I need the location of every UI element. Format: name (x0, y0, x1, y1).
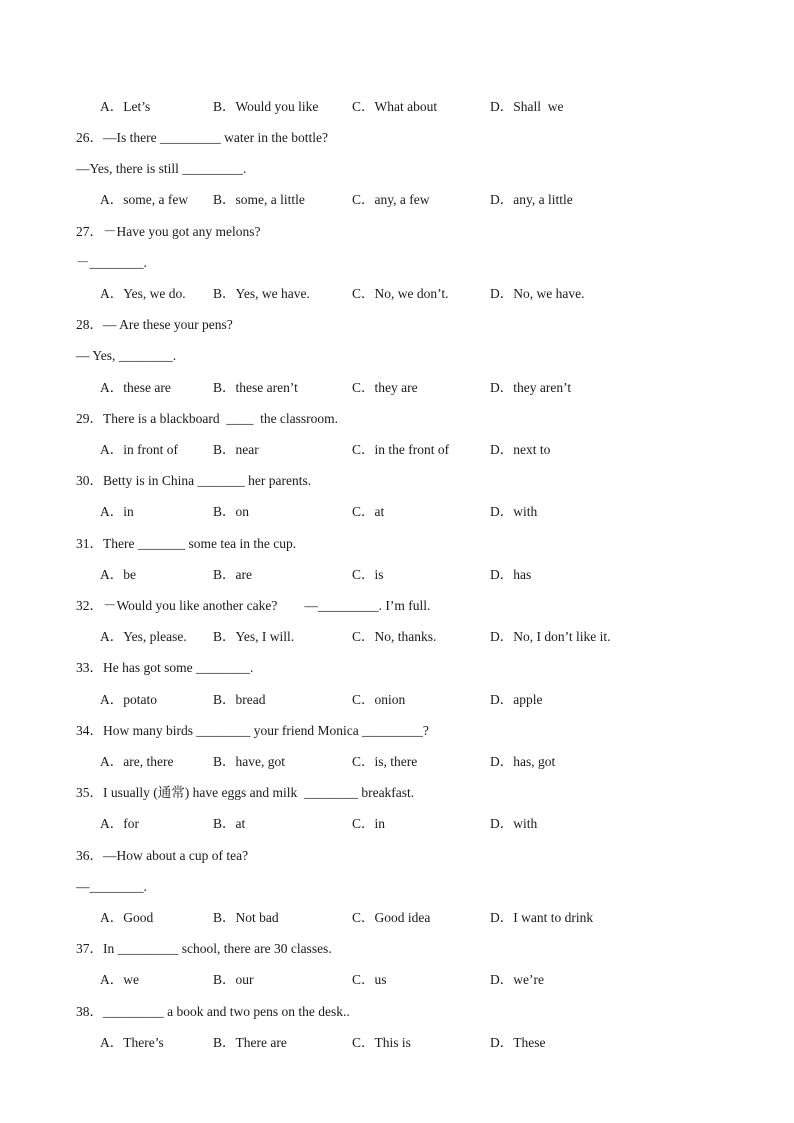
option-d[interactable]: D．No, I don’t like it. (490, 629, 611, 644)
question-stem-line (0, 658, 794, 678)
option-a[interactable]: A．these are (100, 380, 171, 395)
options-row (0, 284, 794, 304)
question-stem: 28．— Are these your pens? (76, 317, 233, 332)
option-d[interactable]: D．with (490, 504, 538, 519)
option-a[interactable]: A．Yes, please. (100, 629, 187, 644)
question-stem: 37．In _________ school, there are 30 classes. (76, 941, 332, 956)
option-c[interactable]: C．in the front of (352, 442, 450, 457)
option-b[interactable]: B．Yes, we have. (213, 286, 310, 301)
question-stem: 32．－Would you like another cake? —_________. I’m full. (76, 598, 431, 613)
options-row (0, 378, 794, 398)
option-b[interactable]: B．are (213, 567, 252, 582)
option-c[interactable]: C．This is (352, 1035, 411, 1050)
option-b[interactable]: B．Would you like (213, 99, 319, 114)
options-row (0, 970, 794, 990)
option-c[interactable]: C．Good idea (352, 910, 431, 925)
option-b[interactable]: B．have, got (213, 754, 285, 769)
question-stem: 33．He has got some ________. (76, 660, 254, 675)
option-a[interactable]: A．we (100, 972, 139, 987)
option-d[interactable]: D．they aren’t (490, 380, 572, 395)
options-row (0, 752, 794, 772)
question-stem-line (0, 471, 794, 491)
option-c[interactable]: C．us (352, 972, 387, 987)
option-c[interactable]: C．What about (352, 99, 438, 114)
option-a[interactable]: A．Yes, we do. (100, 286, 186, 301)
question-stem: 35．I usually (通常) have eggs and milk ________ breakfast. (76, 785, 415, 800)
option-d[interactable]: D．I want to drink (490, 910, 594, 925)
options-row (0, 1033, 794, 1053)
question-stem-line (0, 128, 794, 148)
question-stem-line (0, 315, 794, 335)
options-row (0, 502, 794, 522)
option-c[interactable]: C．No, we don’t. (352, 286, 449, 301)
question-answer-line (0, 253, 794, 273)
question-stem-line (0, 409, 794, 429)
question-stem-line (0, 846, 794, 866)
question-answer-line (0, 877, 794, 897)
question-stem-line (0, 1002, 794, 1022)
options-row (0, 440, 794, 460)
option-d[interactable]: D．any, a little (490, 192, 573, 207)
question-stem: 38．_________ a book and two pens on the desk.. (76, 1004, 350, 1019)
option-a[interactable]: A．some, a few (100, 192, 189, 207)
question-stem-line (0, 939, 794, 959)
question-stem-line (0, 596, 794, 616)
option-b[interactable]: B．Yes, I will. (213, 629, 295, 644)
option-a[interactable]: A．Let’s (100, 99, 151, 114)
option-d[interactable]: D．next to (490, 442, 551, 457)
option-b[interactable]: B．Not bad (213, 910, 279, 925)
option-a[interactable]: A．in (100, 504, 134, 519)
question-stem: 34．How many birds ________ your friend Monica _________? (76, 723, 429, 738)
option-c[interactable]: C．onion (352, 692, 406, 707)
question-stem: 29．There is a blackboard ____ the classroom. (76, 411, 339, 426)
option-b[interactable]: B．these aren’t (213, 380, 298, 395)
option-b[interactable]: B．at (213, 816, 246, 831)
question-stem: 26．—Is there _________ water in the bottle? (76, 130, 328, 145)
options-row (0, 97, 794, 117)
answer-blank-line: —________. (76, 879, 147, 894)
question-stem-line (0, 721, 794, 741)
option-a[interactable]: A．be (100, 567, 136, 582)
question-stem: 30．Betty is in China _______ her parents. (76, 473, 312, 488)
option-a[interactable]: A．potato (100, 692, 157, 707)
option-b[interactable]: B．on (213, 504, 250, 519)
option-d[interactable]: D．has (490, 567, 532, 582)
question-stem-line (0, 534, 794, 554)
option-c[interactable]: C．No, thanks. (352, 629, 437, 644)
option-b[interactable]: B．our (213, 972, 254, 987)
option-a[interactable]: A．There’s (100, 1035, 164, 1050)
option-d[interactable]: D．These (490, 1035, 546, 1050)
option-d[interactable]: D．apple (490, 692, 543, 707)
answer-blank-line: —Yes, there is still _________. (76, 161, 247, 176)
option-a[interactable]: A．for (100, 816, 139, 831)
question-stem-line (0, 222, 794, 242)
option-d[interactable]: D．we’re (490, 972, 544, 987)
question-stem: 27．－Have you got any melons? (76, 224, 261, 239)
question-stem: 31．There _______ some tea in the cup. (76, 536, 297, 551)
option-b[interactable]: B．near (213, 442, 259, 457)
option-d[interactable]: D．Shall we (490, 99, 564, 114)
question-stem-line (0, 783, 794, 803)
option-b[interactable]: B．bread (213, 692, 266, 707)
option-d[interactable]: D．has, got (490, 754, 556, 769)
option-b[interactable]: B．There are (213, 1035, 287, 1050)
options-row (0, 190, 794, 210)
option-c[interactable]: C．is (352, 567, 384, 582)
options-row (0, 565, 794, 585)
question-stem: 36．—How about a cup of tea? (76, 848, 249, 863)
option-b[interactable]: B．some, a little (213, 192, 305, 207)
option-c[interactable]: C．at (352, 504, 385, 519)
option-c[interactable]: C．is, there (352, 754, 418, 769)
options-row (0, 814, 794, 834)
option-d[interactable]: D．with (490, 816, 538, 831)
option-c[interactable]: C．they are (352, 380, 418, 395)
option-a[interactable]: A．in front of (100, 442, 178, 457)
option-a[interactable]: A．are, there (100, 754, 174, 769)
options-row (0, 627, 794, 647)
options-row (0, 908, 794, 928)
question-answer-line (0, 346, 794, 366)
option-a[interactable]: A．Good (100, 910, 154, 925)
option-d[interactable]: D．No, we have. (490, 286, 585, 301)
option-c[interactable]: C．any, a few (352, 192, 430, 207)
option-c[interactable]: C．in (352, 816, 386, 831)
answer-blank-line: — Yes, ________. (76, 348, 177, 363)
question-answer-line (0, 159, 794, 179)
answer-blank-line: －________. (76, 255, 147, 270)
options-row (0, 690, 794, 710)
